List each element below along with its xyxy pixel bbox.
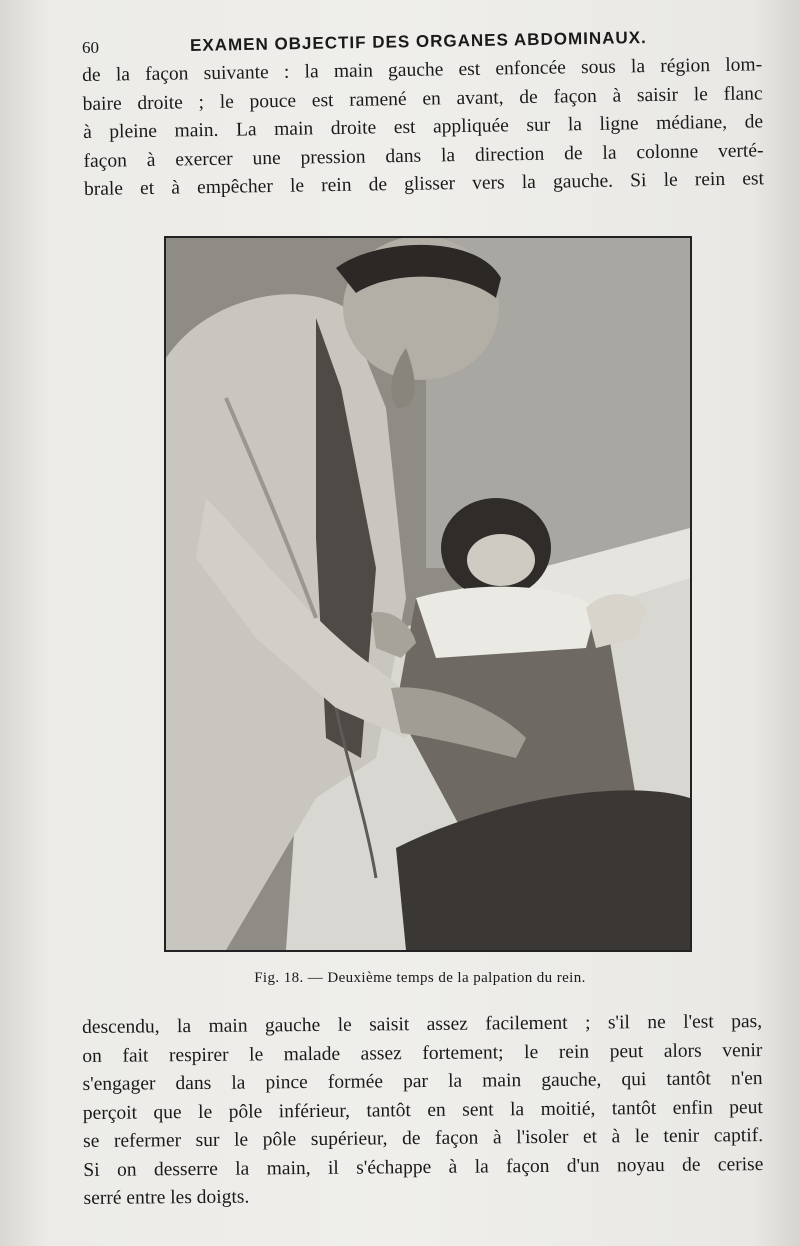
text-line: on fait respirer le malade assez fortement; le rein peut alors venir (82, 1039, 763, 1067)
top-paragraph (82, 51, 764, 204)
text-line: se refermer sur le pôle supérieur, de façon à l'isoler et à le tenir captif. (83, 1125, 764, 1152)
caption-text: Fig. 18. — Deuxième temps de la palpation du rein. (254, 970, 586, 986)
page-header (82, 22, 762, 57)
text-line: Si on desserre la main, il s'échappe à la façon d'un noyau de cerise (83, 1153, 764, 1181)
running-title: EXAMEN OBJECTIF DES ORGANES ABDOMINAUX. (189, 28, 647, 55)
figure-photograph (164, 236, 692, 952)
text-line: de la façon suivante : la main gauche est enfoncée sous la région lom- (82, 54, 763, 86)
text-line: façon à exercer une pression dans la direction de la colonne verté- (83, 139, 764, 172)
text-line: perçoit que le pôle inférieur, tantôt en sent la moitié, tantôt enfin peut (82, 1096, 763, 1124)
text-line: descendu, la main gauche le saisit assez facilement ; s'il ne l'est pas, (82, 1011, 763, 1038)
page-number: 60 (82, 38, 99, 57)
text-line: à pleine main. La main droite est appliquée sur la ligne médiane, de (82, 111, 764, 143)
text-line: baire droite ; le pouce est ramené en avant, de façon à saisir le flanc (82, 82, 763, 115)
bottom-paragraph (82, 1008, 764, 1213)
text-line: brale et à empêcher le rein de glisser vers la gauche. Si le rein est (83, 168, 765, 200)
figure-caption (0, 970, 800, 987)
text-line: s'engager dans la pince formée par la main gauche, qui tantôt n'en (82, 1068, 763, 1095)
photograph-illustration (166, 238, 690, 950)
text-line: serré entre les doigts. (83, 1186, 250, 1209)
